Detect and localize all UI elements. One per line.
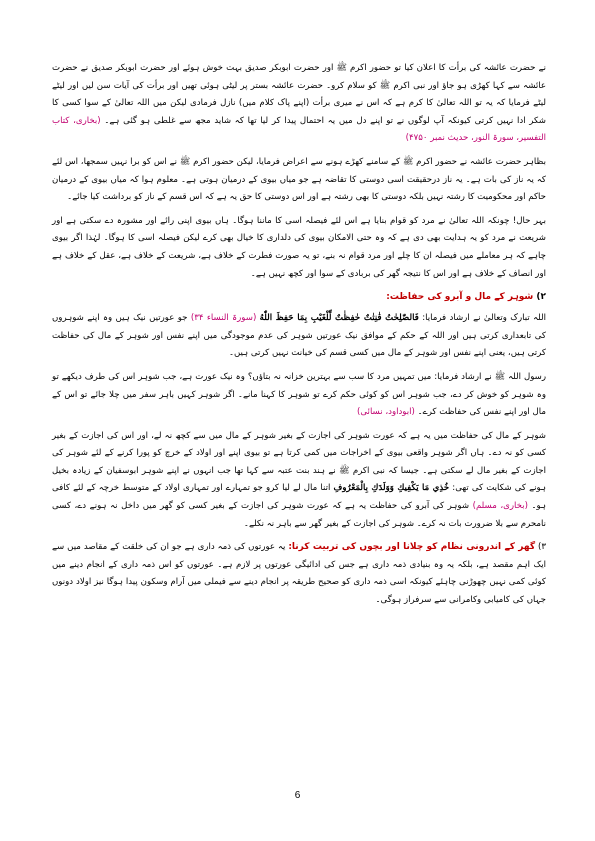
hadith-reference: (بخاری، کتاب التفسیر، سورۃ النور، حدیث نمبر ۴۷۵۰): [52, 115, 546, 144]
section-title: گھر کے اندرونی نظام کو چلانا اور بچوں کی تربیت کرنا:: [288, 542, 536, 553]
document-body: [52, 60, 546, 616]
paragraph-quran-verse: [52, 310, 546, 363]
paragraph-text: شوہر کے مال کی حفاظت میں یہ ہے کہ عورت شوہر کی اجازت کے بغیر شوہر کے مال میں سے کچھ نہ لے، اور اس کی اجازت کے بغیر کسی کو نہ دے۔ ہاں اگر شوہر واقعی بیوی کے اخراجات میں کمی کرتا ہے تو بیوی اپنے اور اولاد کے خرچ کو پورا کرنے کے لئے شوہر کی اجازت کے بغیر مال لے سکتی ہے۔ جیسا کہ نبی اکرم ﷺ نے ہند بنت عتبہ سے کہا تھا جب انہوں نے اپنے شوہر ابوسفیان کے زیادہ بخیل ہونے کی شکایت کی تھی:: [52, 430, 546, 494]
paragraph-wealth-protection: [52, 428, 546, 534]
section-heading-2: [52, 289, 546, 306]
paragraph-text: نے حضرت عائشہ کی برأت کا اعلان کیا تو حضور اکرم ﷺ اور حضرت ابوبکر صدیق بہت خوش ہوئے اور حضرت ابوبکر صدیق نے حضرت عائشہ سے کہا کھڑی ہو جاؤ اور نبی اکرم ﷺ کو سلام کرو۔ حضرت عائشہ بستر پر لیٹی ہوئی تھیں اور برأت کی آیات سن لیں اور لیٹے لیٹے فرمایا کہ یہ تو اللہ تعالیٰ کا کرم ہے کہ اس نے میری برأت (اپنے پاک کلام میں) نازل فرمادی لیکن میں اللہ تعالیٰ کے سوا کسی کا شکر ادا نہیں کرتی کیونکہ آپ لوگوں نے تو اپنے دل میں یہ احتمال پیدا کر لیا تھا کہ شاید مجھ سے غلطی ہو گئی ہے۔: [52, 63, 546, 126]
paragraph-text: اتنا مال لے لیا کرو جو تمہارے اور تمہاری اولاد کے متوسط خرچہ کے لئے کافی ہو۔: [52, 483, 546, 512]
paragraph-text: اللہ تبارک وتعالیٰ نے ارشاد فرمایا:: [422, 313, 547, 324]
paragraph-home-management: [52, 539, 546, 609]
section-title: شوہر کے مال و آبرو کی حفاظت:: [386, 292, 534, 303]
paragraph-text: شوہر کی آبرو کی حفاظت یہ ہے کہ عورت شوہر کی اجازت کے بغیر کسی کو گھر میں داخل نہ ہونے دے، کسی نامحرم سے بلا ضرورت بات نہ کرے۔ شوہر کی اجازت کے بغیر گھر سے باہر نہ نکلے۔: [52, 501, 546, 529]
paragraph-husband-authority: بہر حال! چونکہ اللہ تعالیٰ نے مرد کو قوام بنایا ہے اس لئے فیصلہ اسی کا ماننا ہوگا۔ ہاں بیوی اپنی رائے اور مشورہ دے سکتی ہے اور شریعت نے مرد کو یہ ہدایت بھی دی ہے کہ وہ حتی الامکان بیوی کی دلداری کا خیال بھی کرے لیکن فیصلہ اسی کا ہوگا۔ لہٰذا اگر بیوی چاہے کہ ہر معاملے میں فیصلہ ان کا چلے اور مرد قوام نہ بنے، تو یہ صورت فطرت کے خلاف ہے، شریعت کے خلاف ہے، عقل کے خلاف ہے اور انصاف کے خلاف ہے اور اس کا نتیجہ گھر کی بربادی کے سوا اور کچھ نہیں ہے۔: [52, 215, 546, 279]
arabic-verse: فَالصّٰلِحٰتُ قٰنِتٰتٌ حٰفِظٰتٌ لِّلْغَيْبِ بِمَا حَفِظَ اللّٰهُ: [259, 313, 419, 324]
hadith-reference: (ابوداود، نسائی): [357, 407, 415, 418]
arabic-hadith: خُذِي مَا يَكْفِيكِ وَوَلَدَكِ بِالْمَعْرُوفِ: [333, 483, 450, 494]
paragraph-text: رسول اللہ ﷺ نے ارشاد فرمایا: میں تمہیں مرد کا سب سے بہترین خزانہ نہ بتاؤں؟ وہ نیک عورت ہے، جب شوہر اس کی طرف دیکھے تو وہ شوہر کو خوش کر دے، جب شوہر اس کو کوئی حکم کرے تو شوہر کا کہنا مانے۔ اگر شوہر کہیں باہر سفر میں چلا جائے تو اس کے مال اور اپنے نفس کی حفاظت کرے۔: [52, 371, 546, 418]
paragraph-text: یہ عورتوں کی ذمہ داری ہے جو ان کی خلقت کے مقاصد میں سے ایک اہم مقصد ہے، بلکہ یہ وہ بنیادی ذمہ داری ہے جس کی ادائیگی عورتوں پر لازم ہے۔ عورتوں کو اس ذمہ داری کے انجام دینے میں کوئی کمی نہیں چھوڑنی چاہئے کیونکہ اسی ذمہ داری کو صحیح طریقہ پر انجام دینے سے فیملی میں آرام وسکون پیدا ہوگا نیز اولاد دونوں جہاں کی کامیابی وکامرانی سے سرفراز ہوگی۔: [52, 542, 546, 606]
paragraph-aisha-acquittal: [52, 60, 546, 148]
section-number: ۳): [538, 542, 546, 553]
page-number: 6: [294, 790, 301, 801]
paragraph-text: جو عورتیں نیک ہیں وہ اپنے شوہروں کی تابعداری کرتی ہیں اور اللہ کے حکم کے موافق نیک عورتیں شوہر کی عدم موجودگی میں اپنے نفس اور شوہر کے مال کی حفاظت کرتی ہیں، یعنی اپنے نفس اور شوہر کے مال میں کسی قسم کی خیانت نہیں کرتی ہیں۔: [52, 313, 546, 359]
paragraph-best-treasure: [52, 369, 546, 422]
paragraph-friendship: بظاہر حضرت عائشہ نے حضور اکرم ﷺ کے سامنے کھڑے ہونے سے اعراض فرمایا، لیکن حضور اکرم ﷺ نے اس کو برا نہیں سمجھا، اس لئے کہ یہ ناز کی بات ہے۔ یہ ناز درحقیقت اسی دوستی کا تقاضہ ہے جو میاں بیوی کے درمیان ہوتی ہے۔ معلوم ہوا کہ میاں بیوی کے درمیان حاکم اور محکومیت کا رشتہ نہیں بلکہ دوستی کا بھی رشتہ ہے اور اس دوستی کا حق یہ ہے کہ اس قسم کے ناز کو برداشت کیا جائے۔: [52, 156, 546, 203]
verse-reference: (سورۃ النساء ۳۴): [190, 313, 257, 324]
hadith-reference: (بخاری، مسلم): [472, 501, 528, 512]
section-number: ۲): [536, 292, 546, 303]
